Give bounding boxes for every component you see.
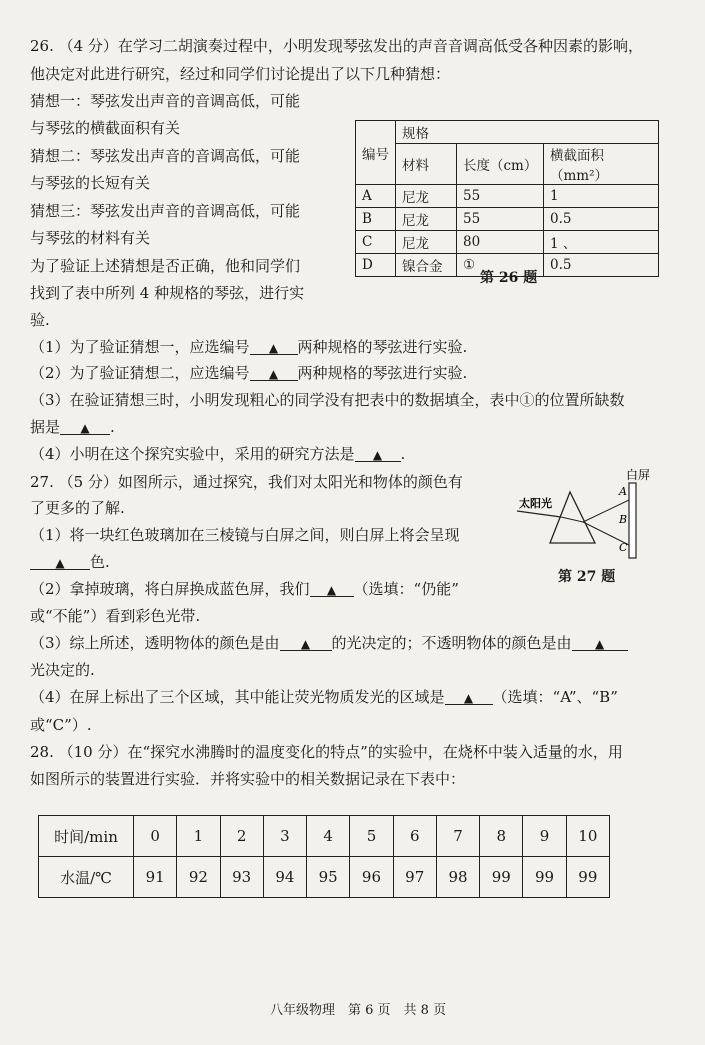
blank-mark: ▲: [594, 637, 605, 651]
answer-blank[interactable]: [60, 416, 110, 435]
q26-sub3: （3）在验证猜想三时，小明发现粗心的同学没有把表中的数据填全，表中①的位置所缺数: [30, 391, 625, 409]
time-cell: 4: [307, 816, 350, 857]
time-cell: 6: [393, 816, 436, 857]
prism-diagram: [515, 465, 675, 570]
q26-sub3-cont: [30, 416, 115, 438]
q27-line-5: [30, 578, 459, 600]
temp-cell: 99: [566, 857, 609, 898]
q26-line-11: 验.: [30, 311, 50, 329]
table-row: [356, 231, 659, 254]
time-cell: 0: [134, 816, 177, 857]
answer-blank[interactable]: [355, 443, 401, 462]
table-header-material: 材料: [396, 144, 457, 185]
answer-blank[interactable]: [250, 336, 298, 355]
q26-line-9: 为了验证上述猜想是否正确，他和同学们: [30, 257, 301, 275]
answer-blank[interactable]: [310, 578, 354, 597]
q26-line-1: 26. （4 分）在学习二胡演奏过程中，小明发现琴弦发出的声音音调高低受各种因素的影响，: [30, 37, 643, 55]
table-cell: 1 、: [544, 231, 659, 254]
q27-line-7: [30, 632, 628, 654]
q26-line-3: 猜想一：琴弦发出声音的音调高低，可能: [30, 92, 301, 110]
q27-line-1: 27. （5 分）如图所示，通过探究，我们对太阳光和物体的颜色有: [30, 473, 463, 491]
table-cell: 55: [457, 185, 544, 208]
q27-line-8: 光决定的.: [30, 661, 95, 679]
q27-line-10: 或“C”）.: [30, 716, 92, 734]
table-cell: 0.5: [544, 254, 659, 277]
q26-line-8: 与琴弦的材料有关: [30, 229, 151, 247]
temp-cell: 95: [307, 857, 350, 898]
q27-line-5-text: （2）拿掉玻璃，将白屏换成蓝色屏，我们: [30, 580, 310, 598]
temp-cell: 98: [436, 857, 479, 898]
q26-sub1-text-2: 两种规格的琴弦进行实验.: [297, 338, 468, 356]
q27-line-9: [30, 686, 618, 708]
table-cell: 55: [457, 208, 544, 231]
q27-line-3: （1）将一块红色玻璃加在三棱镜与白屏之间，则白屏上将会呈现: [30, 526, 460, 544]
table-cell: 1: [544, 185, 659, 208]
q27-caption: 第 27 题: [558, 569, 616, 585]
time-cell: 7: [436, 816, 479, 857]
table-cell: 尼龙: [396, 185, 457, 208]
table-cell: ①: [457, 254, 544, 277]
temp-cell: 94: [263, 857, 306, 898]
q28-data-table: [38, 815, 610, 898]
row-label-time: 时间/min: [39, 816, 134, 857]
q26-sub4-text: （4）小明在这个探究实验中，采用的研究方法是: [30, 445, 355, 463]
q27-line-9-text: （4）在屏上标出了三个区域，其中能让荧光物质发光的区域是: [30, 688, 445, 706]
q26-line-4: 与琴弦的横截面积有关: [30, 119, 181, 137]
temp-cell: 97: [393, 857, 436, 898]
prism: [550, 492, 595, 543]
q27-line-7-text: （3）综上所述，透明物体的颜色是由: [30, 634, 280, 652]
region-b-label: B: [619, 513, 628, 526]
table-row-time: [39, 816, 610, 857]
table-cell: B: [356, 208, 396, 231]
temp-cell: 93: [220, 857, 263, 898]
temp-cell: 99: [480, 857, 523, 898]
q26-caption: 第 26 题: [480, 270, 538, 286]
table-header-area: 横截面积（mm²）: [544, 144, 659, 185]
region-a-label: A: [619, 485, 627, 498]
q28-line-2: 如图所示的装置进行实验．并将实验中的相关数据记录在下表中：: [30, 770, 466, 788]
table-cell: C: [356, 231, 396, 254]
q27-line-4-text: 色.: [90, 553, 110, 571]
blank-mark: ▲: [268, 367, 279, 381]
q26-sub3-period: .: [110, 418, 115, 436]
q26-line-6: 与琴弦的长短有关: [30, 174, 151, 192]
answer-blank[interactable]: [30, 551, 90, 570]
blank-mark: ▲: [372, 448, 383, 462]
time-cell: 10: [566, 816, 609, 857]
table-cell: D: [356, 254, 396, 277]
time-cell: 1: [177, 816, 220, 857]
temp-cell: 96: [350, 857, 393, 898]
table-cell: 尼龙: [396, 231, 457, 254]
time-cell: 3: [263, 816, 306, 857]
answer-blank[interactable]: [250, 362, 298, 381]
table-header-no: 编号: [356, 121, 396, 185]
q27-line-7-text-2: 的光决定的；不透明物体的颜色是由: [331, 634, 572, 652]
blank-mark: ▲: [300, 637, 311, 651]
q27-line-2: 了更多的了解.: [30, 499, 125, 517]
time-cell: 9: [523, 816, 566, 857]
table-cell: A: [356, 185, 396, 208]
row-label-temp: 水温/℃: [39, 857, 134, 898]
screen-label: 白屏: [626, 468, 651, 482]
q26-sub2-text: （2）为了验证猜想二，应选编号: [30, 364, 250, 382]
table-header-length: 长度（cm）: [457, 144, 544, 185]
white-screen: [629, 483, 636, 558]
time-cell: 5: [350, 816, 393, 857]
q26-line-5: 猜想二：琴弦发出声音的音调高低，可能: [30, 147, 301, 165]
table-row-temp: [39, 857, 610, 898]
blank-mark: ▲: [55, 556, 65, 570]
q26-sub1: [30, 336, 467, 358]
time-cell: 8: [480, 816, 523, 857]
blank-mark: ▲: [326, 583, 337, 597]
temp-cell: 92: [177, 857, 220, 898]
table-header-spec: 规格: [396, 121, 659, 144]
blank-mark: ▲: [80, 421, 90, 435]
region-c-label: C: [619, 541, 628, 554]
q26-sub1-text: （1）为了验证猜想一，应选编号: [30, 338, 250, 356]
ray-inside: [561, 517, 583, 522]
temp-cell: 91: [134, 857, 177, 898]
q26-sub4: [30, 443, 405, 465]
q26-sub4-period: .: [400, 445, 406, 463]
table-row: [356, 208, 659, 231]
q27-line-5-option: （选填：“仍能”: [353, 580, 459, 598]
time-cell: 2: [220, 816, 263, 857]
q27-line-4: [30, 551, 110, 573]
q26-line-2: 他决定对此进行研究，经过和同学们讨论提出了以下几种猜想：: [30, 65, 451, 83]
table-row: [356, 185, 659, 208]
q26-sub2-text-2: 两种规格的琴弦进行实验.: [297, 364, 468, 382]
temp-cell: 99: [523, 857, 566, 898]
q26-line-7: 猜想三：琴弦发出声音的音调高低，可能: [30, 202, 301, 220]
q26-sub2: [30, 362, 467, 384]
q26-line-10: 找到了表中所列 4 种规格的琴弦，进行实: [30, 284, 305, 302]
table-cell: 0.5: [544, 208, 659, 231]
table-cell: 80: [457, 231, 544, 254]
q26-spec-table: [355, 120, 659, 277]
table-cell: 尼龙: [396, 208, 457, 231]
answer-blank[interactable]: [280, 632, 332, 651]
q28-line-1: 28. （10 分）在“探究水沸腾时的温度变化的特点”的实验中，在烧杯中装入适量的水，用: [30, 743, 623, 761]
blank-mark: ▲: [268, 341, 279, 355]
sunlight-ray: [517, 511, 561, 517]
q26-sub3-text: 据是: [30, 418, 61, 436]
answer-blank[interactable]: [445, 686, 493, 705]
sunlight-label: 太阳光: [519, 497, 552, 510]
q27-line-9-option: （选填：“A”、“B”: [492, 688, 618, 706]
blank-mark: ▲: [463, 691, 474, 705]
q27-line-6: 或“不能”）看到彩色光带.: [30, 607, 201, 625]
page-footer: 八年级物理 第 6 页 共 8 页: [270, 1003, 447, 1018]
answer-blank[interactable]: [572, 632, 628, 651]
table-cell: 镍合金: [396, 254, 457, 277]
